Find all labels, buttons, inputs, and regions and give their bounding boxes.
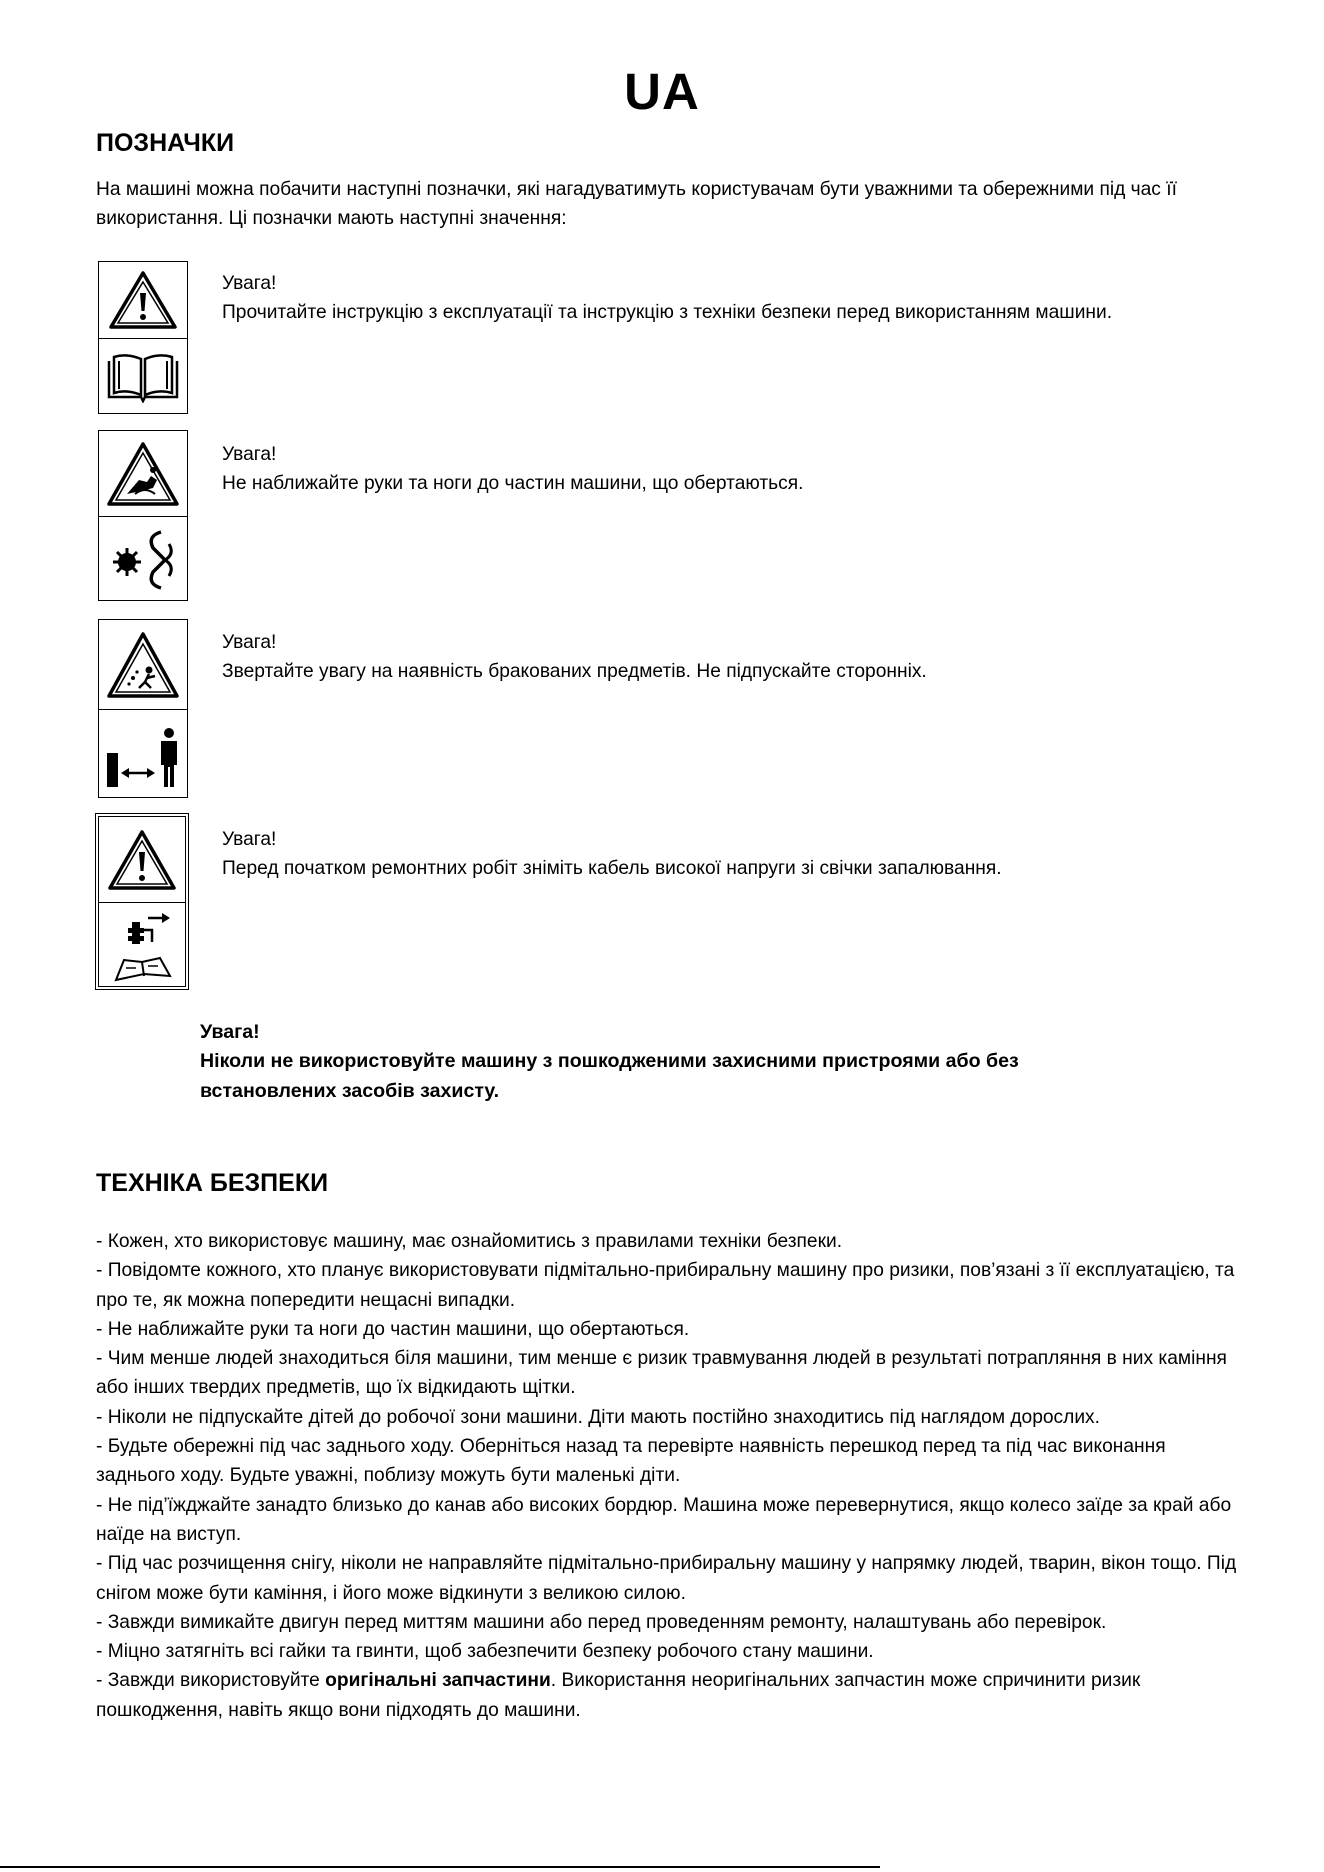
symbol-title: Увага!: [222, 444, 277, 465]
hand-hazard-triangle-icon: [99, 431, 187, 516]
list-item-emphasis: оригінальні запчастини: [325, 1670, 551, 1692]
rotating-parts-icon: [99, 516, 187, 602]
list-item: - Будьте обережні під час заднього ходу. Оберніться назад та перевірте наявність перешкод перед та під час виконання заднього ходу. Будьте уважні, поблизу можуть бути маленькі діти.: [96, 1436, 1166, 1487]
list-item: - Чим менше людей знаходиться біля машини, тим менше є ризик травмування людей в результаті потрапляння в них каміння або інших твердих предметів, що їх відкидають щітки.: [96, 1348, 1227, 1399]
section-heading-symbols: ПОЗНАЧКИ: [96, 129, 235, 157]
symbol-text: Прочитайте інструкцію з експлуатації та інструкцію з техніки безпеки перед використанням машини.: [222, 302, 1113, 324]
keep-distance-icon: [99, 709, 187, 799]
spark-plug-manual-icon: [99, 902, 185, 988]
thrown-objects-triangle-icon: [99, 620, 187, 709]
list-item: - Кожен, хто використовує машину, має ознайомитись з правилами техніки безпеки.: [96, 1231, 843, 1252]
symbol-panel-rotating-parts: [98, 430, 188, 601]
list-item: - Міцно затягніть всі гайки та гвинти, щоб забезпечити безпеку робочого стану машини.: [96, 1641, 874, 1663]
symbol-text: Не наближайте руки та ноги до частин машини, що обертаються.: [222, 473, 804, 495]
bold-warning-title: Увага!: [200, 1021, 260, 1043]
bold-warning-text: Ніколи не використовуйте машину з пошкодженими захисними пристроями або без встановлених засобів захисту.: [200, 1050, 1019, 1102]
symbol-text: Звертайте увагу на наявність бракованих предметів. Не підпускайте сторонніх.: [222, 661, 927, 683]
symbol-description-1: [222, 269, 1222, 328]
list-item-text: . Використання неоригінальних запчастин може спричинити ризик пошкодження, навіть якщо вони підходять до машини.: [96, 1670, 1141, 1721]
symbols-intro: На машині можна побачити наступні позначки, які нагадуватимуть користувачам бути уважними та обережними під час її використання. Ці позначки мають наступні значення:: [96, 179, 1177, 230]
section-heading-safety: ТЕХНІКА БЕЗПЕКИ: [96, 1169, 329, 1197]
list-item-text: - Завжди використовуйте: [96, 1670, 326, 1692]
warning-triangle-icon: [99, 262, 187, 338]
bold-warning: [200, 1018, 1200, 1106]
list-item: - Завжди вимикайте двигун перед миттям машини або перед проведенням ремонту, налаштувань або перевірок.: [96, 1611, 1107, 1633]
symbol-panel-spark-plug: [98, 816, 186, 987]
symbol-title: Увага!: [222, 273, 277, 294]
symbol-panel-read-manual: [98, 261, 188, 414]
symbol-text: Перед початком ремонтних робіт зніміть кабель високої напруги зі свічки запалювання.: [222, 858, 1002, 880]
symbol-title: Увага!: [222, 632, 277, 653]
manual-book-icon: [99, 338, 187, 415]
list-item: - Повідомте кожного, хто планує використовувати підмітально-прибиральну машину про ризики, пов’язані з її експлуатацією, та про те, як можна попередити нещасні випадки.: [96, 1260, 1235, 1311]
warning-triangle-icon: [99, 817, 185, 902]
list-item: - Під час розчищення снігу, ніколи не направляйте підмітально-прибиральну машину у напрямку людей, тварин, вікон тощо. Під снігом може бути каміння, і його може відкинути з великою силою.: [96, 1553, 1237, 1604]
language-code: UA: [624, 63, 700, 120]
symbol-panel-thrown-objects: [98, 619, 188, 798]
list-item: - Ніколи не підпускайте дітей до робочої зони машини. Діти мають постійно знаходитись під наглядом дорослих.: [96, 1406, 1100, 1428]
symbol-description-2: [222, 440, 1222, 499]
symbol-title: Увага!: [222, 829, 277, 850]
footer-divider: [0, 1866, 880, 1868]
list-item: - Не наближайте руки та ноги до частин машини, що обертаються.: [96, 1318, 690, 1340]
list-item: - Не під’їжджайте занадто близько до канав або високих бордюр. Машина може перевернутися, якщо колесо заїде за край або наїде на виступ.: [96, 1494, 1232, 1545]
symbol-description-4: [222, 825, 1222, 884]
safety-rules-list: [96, 1227, 1246, 1725]
list-item: [96, 1666, 1246, 1725]
symbol-description-3: [222, 628, 1222, 687]
